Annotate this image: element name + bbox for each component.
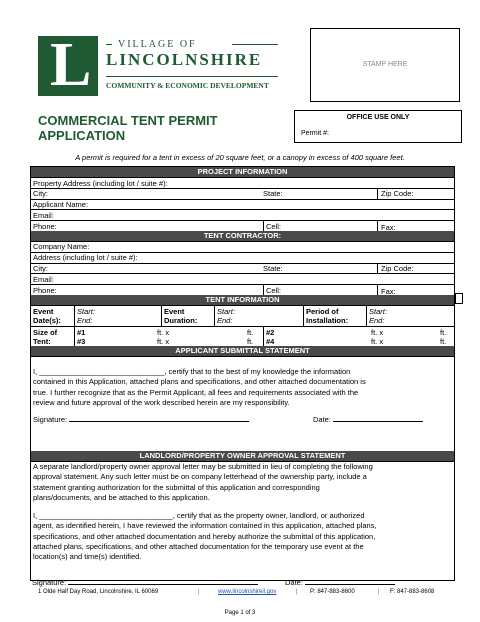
section-tent-contractor: TENT CONTRACTOR:: [31, 231, 454, 241]
tent-2-4-labels: #2 #4: [266, 327, 275, 346]
statement-line: approval statement. Any such letter must be on company letterhead of the ownership party, include a: [33, 472, 367, 482]
period-installation-label: Period of Installation:: [306, 306, 349, 325]
logo-department-text: COMMUNITY & ECONOMIC DEVELOPMENT: [106, 81, 269, 90]
installation-start-end-field[interactable]: Start: End:: [369, 306, 387, 325]
city-field[interactable]: City:: [33, 264, 48, 274]
field-label: Email:: [33, 210, 54, 220]
page-title: [38, 113, 278, 143]
application-form: [30, 166, 455, 581]
statement-line: true. I further recognize that as the Permit Applicant, all fees and requirements associated with the: [33, 387, 359, 397]
event-dates-label: Event Date(s):: [33, 306, 61, 325]
section-project-information: PROJECT INFORMATION: [31, 167, 454, 177]
statement-line: plans/documents, and be attached to this application.: [33, 492, 210, 502]
tent-1-3-ft-end: ft. ft.: [247, 327, 254, 346]
landlord-statement: [31, 461, 454, 580]
company-name-field[interactable]: [31, 241, 454, 252]
section-landlord-approval: LANDLORD/PROPERTY OWNER APPROVAL STATEMENT: [31, 451, 454, 461]
statement-line: I, ______________________________, certify that to the best of my knowledge the information: [33, 366, 351, 376]
section-applicant-submittal: APPLICANT SUBMITTAL STATEMENT: [31, 346, 454, 356]
statement-line: contained in this Application, attached plans and specifications, and other attached documentation is: [33, 377, 366, 387]
cell-field[interactable]: Cell:: [266, 285, 282, 295]
statement-line: specifications, and other attached documentation and hereby authorize the submittal of this application,: [33, 531, 376, 541]
tent-2-4-ft[interactable]: ft. x ft. x: [371, 327, 384, 346]
contractor-email-field[interactable]: [31, 273, 454, 284]
footer-phone: P: 847-883-8600: [310, 589, 355, 595]
section-tent-information: TENT INFORMATION: [31, 295, 454, 305]
signature-label: Signature:: [33, 414, 68, 424]
statement-line: attached plans, specifications, and other attached documentation for the temporary use event at the: [33, 542, 364, 552]
email-field[interactable]: [31, 209, 454, 220]
phone-field[interactable]: Phone:: [33, 221, 57, 231]
applicant-signature-row: [33, 413, 249, 425]
stamp-box: [310, 28, 460, 102]
footer-separator: |: [198, 589, 200, 595]
landlord-date-line[interactable]: [305, 577, 395, 585]
tent-1-3-labels: #1 #3: [77, 327, 86, 346]
signature-label: Signature:: [32, 578, 67, 587]
statement-line: statement granting authorization for the submittal of this application and corresponding: [33, 482, 320, 492]
event-dates-row: [31, 305, 454, 326]
footer: [38, 589, 456, 595]
office-use-title: OFFICE USE ONLY: [346, 114, 410, 121]
footer-address: 1 Olde Half Day Road, Lincolnshire, IL 60069: [38, 589, 159, 595]
fax-field[interactable]: Fax:: [381, 223, 396, 233]
field-label: Email:: [33, 274, 54, 284]
city-field[interactable]: City:: [33, 189, 48, 199]
property-address-field[interactable]: [31, 177, 454, 188]
field-label: Company Name:: [33, 242, 90, 252]
logo-village-text: VILLAGE OF: [118, 39, 197, 50]
footer-separator: |: [378, 589, 380, 595]
stamp-label: STAMP HERE: [362, 61, 408, 68]
footer-separator: |: [296, 589, 298, 595]
contractor-address-field[interactable]: [31, 252, 454, 263]
tent-1-3-ft[interactable]: ft. x ft. x: [157, 327, 170, 346]
village-logo: [38, 31, 98, 99]
office-use-box: [294, 110, 462, 143]
phone-field[interactable]: Phone:: [33, 285, 57, 295]
statement-line: review and future approval of the work described herein are my responsibility.: [33, 397, 290, 407]
footer-fax: F: 847-883-8608: [390, 589, 435, 595]
event-duration-label: Event Duration:: [164, 306, 198, 325]
fax-overflow-box: [455, 293, 463, 304]
fax-field[interactable]: Fax:: [381, 287, 396, 297]
statement-line: A separate landlord/property owner approval letter may be submitted in lieu of completing the following: [33, 461, 373, 471]
tent-size-label: Size of Tent:: [33, 327, 58, 346]
event-start-end-field[interactable]: Start: End:: [77, 306, 95, 325]
landlord-signature-row: [32, 577, 258, 587]
statement-line: agent, as identified herein, I have reviewed the information contained in this application, attached plans,: [33, 521, 377, 531]
field-label: Property Address (including lot / suite #):: [33, 178, 168, 188]
state-field[interactable]: State:: [263, 264, 283, 274]
duration-start-end-field[interactable]: Start: End:: [217, 306, 235, 325]
logo-lincolnshire-text: LINCOLNSHIRE: [106, 50, 263, 69]
permit-number-label: Permit #:: [301, 130, 330, 137]
logo-rule-left: [106, 44, 112, 45]
field-label: Address (including lot / suite #):: [33, 253, 138, 263]
footer-website-link[interactable]: www.lincolnshireil.gov: [218, 589, 277, 595]
contractor-city-row: [31, 263, 454, 274]
statement-line: I, ________________________________, certify that as the property owner, landlord, or authorized: [33, 511, 365, 521]
field-label: Applicant Name:: [33, 200, 89, 210]
page-number: Page 1 of 3: [224, 610, 256, 616]
applicant-signature-line[interactable]: [69, 413, 249, 422]
permit-requirement-note: A permit is required for a tent in excess of 20 square feet, or a canopy in excess of 400 square feet.: [75, 153, 405, 162]
tent-size-row: [31, 326, 454, 346]
applicant-date-row: [313, 413, 423, 425]
logo-rule-bottom: [106, 76, 278, 77]
zip-field[interactable]: Zip Code:: [381, 264, 414, 274]
applicant-statement: [31, 356, 454, 451]
city-state-zip-row: [31, 188, 454, 199]
state-field[interactable]: State:: [263, 189, 283, 199]
title-line-2: APPLICATION: [38, 128, 126, 143]
logo-rule-right: [232, 44, 278, 45]
landlord-signature-line[interactable]: [68, 577, 258, 585]
applicant-date-line[interactable]: [333, 413, 423, 422]
tent-2-4-ft-end: ft. ft.: [440, 327, 447, 346]
contractor-phone-row: [31, 284, 454, 295]
statement-line: location(s) and time(s) identified.: [33, 552, 142, 562]
applicant-name-field[interactable]: [31, 199, 454, 210]
zip-field[interactable]: Zip Code:: [381, 189, 414, 199]
landlord-date-row: [285, 577, 395, 587]
logo-letter: L: [50, 31, 92, 99]
cell-field[interactable]: Cell:: [266, 221, 282, 231]
phone-row: [31, 220, 454, 231]
date-label: Date:: [285, 578, 303, 587]
date-label: Date:: [313, 414, 331, 424]
title-line-1: COMMERCIAL TENT PERMIT: [38, 113, 218, 128]
